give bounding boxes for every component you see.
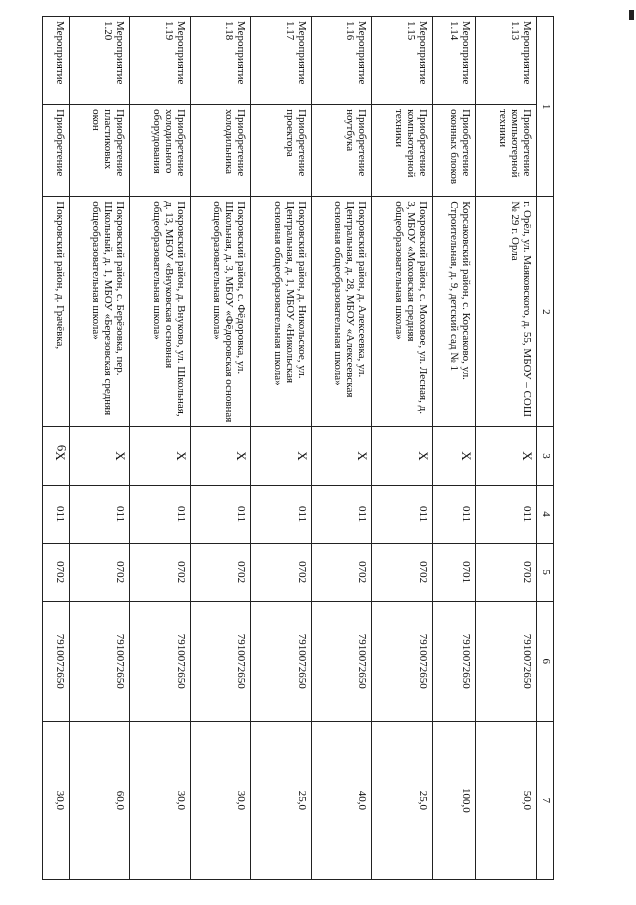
code-cell: 011 [190,485,251,543]
mark-cell: X [251,427,312,485]
amount-cell: 60,0 [69,721,130,879]
header-row [537,17,554,880]
event-cell: Мероприятие 1.16 [311,17,372,105]
address-cell: Корсаковский район, с. Корсаково, ул. Строительная, д. 9, детский сад № 1 [432,197,476,427]
header-col-6: 6 [537,601,554,721]
code-cell: 011 [311,485,372,543]
target-code-cell: 7910072650 [43,601,70,721]
event-cell: Мероприятие 1.18 [190,17,251,105]
header-col-2: 2 [537,197,554,427]
section-cell: 0702 [372,543,433,601]
header-col-1: 1 [537,17,554,197]
code-cell: 011 [43,485,70,543]
target-code-cell: 7910072650 [311,601,372,721]
code-cell: 011 [476,485,537,543]
header-col-5: 5 [537,543,554,601]
amount-cell: 50,0 [476,721,537,879]
table-row [432,17,476,880]
mark-cell: X [190,427,251,485]
code-cell: 011 [251,485,312,543]
table-row [476,17,537,880]
name-cell: Приобретение [43,105,70,197]
address-cell: г. Орёл, ул. Маяковского, д. 55, МБОУ – СОШ № 29 г. Орла [476,197,537,427]
table-row [130,17,191,880]
table-row [372,17,433,880]
name-cell: Приобретение компьютерной техники [476,105,537,197]
amount-cell: 100,0 [432,721,476,879]
event-cell: Мероприятие 1.14 [432,17,476,105]
address-cell: Покровский район, д. Грачёвка, [43,197,70,427]
amount-cell: 30,0 [130,721,191,879]
mark-cell: X [69,427,130,485]
section-cell: 0702 [69,543,130,601]
name-cell: Приобретение пластиковых окон [69,105,130,197]
header-col-4: 4 [537,485,554,543]
name-cell: Приобретение холодильника [190,105,251,197]
target-code-cell: 7910072650 [432,601,476,721]
mark-cell: X [311,427,372,485]
event-cell: Мероприятие [43,17,70,105]
name-cell: Приобретение оконных блоков [432,105,476,197]
target-code-cell: 7910072650 [251,601,312,721]
code-cell: 011 [69,485,130,543]
table-row [251,17,312,880]
target-code-cell: 7910072650 [372,601,433,721]
mark-cell: X [130,427,191,485]
event-cell: Мероприятие 1.20 [69,17,130,105]
mark-cell: X [372,427,433,485]
code-cell: 011 [432,485,476,543]
table-row [190,17,251,880]
address-cell: Покровский район, с. Моховое, ул. Лесная, д. 3, МБОУ «Моховская средняя общеобразовательная школа» [372,197,433,427]
amount-cell: 30,0 [43,721,70,879]
address-cell: Покровский район, с. Фёдоровка, ул. Школьная, д. 3, МБОУ «Фёдоровская основная общеобразовательная школа» [190,197,251,427]
address-cell: Покровский район, д. Внуково, ул. Школьная, д. 13, МБОУ «Внуковская основная общеобразовательная школа» [130,197,191,427]
target-code-cell: 7910072650 [130,601,191,721]
section-cell: 0702 [43,543,70,601]
mark-cell: X [432,427,476,485]
event-cell: Мероприятие 1.13 [476,17,537,105]
amount-cell: 40,0 [311,721,372,879]
event-cell: Мероприятие 1.15 [372,17,433,105]
code-cell: 011 [130,485,191,543]
address-cell: Покровский район, д. Алексеевка, ул. Центральная, д. 28, МБОУ «Алексеевская основная общеобразовательная школа» [311,197,372,427]
table-row [311,17,372,880]
header-col-7: 7 [537,721,554,879]
event-cell: Мероприятие 1.19 [130,17,191,105]
target-code-cell: 7910072650 [69,601,130,721]
page-number: 6 [54,444,70,452]
address-cell: Покровский район, с. Берёзовка, пер. Школьный, д. 1, МБОУ «Березовская средняя общеобразовательная школа» [69,197,130,427]
name-cell: Приобретение проектора [251,105,312,197]
section-cell: 0702 [251,543,312,601]
amount-cell: 25,0 [251,721,312,879]
table-row [43,17,70,880]
section-cell: 0701 [432,543,476,601]
table-row [69,17,130,880]
section-cell: 0702 [476,543,537,601]
amount-cell: 25,0 [372,721,433,879]
amount-cell: 30,0 [190,721,251,879]
target-code-cell: 7910072650 [476,601,537,721]
name-cell: Приобретение компьютерной техники [372,105,433,197]
mark-cell: X [43,427,70,485]
section-cell: 0702 [311,543,372,601]
mark-cell: X [476,427,537,485]
section-cell: 0702 [130,543,191,601]
name-cell: Приобретение холодильного оборудования [130,105,191,197]
address-cell: Покровский район, д. Никольское, ул. Центральная, д. 1, МБОУ «Никольская основная общеобразовательная школа» [251,197,312,427]
code-cell: 011 [372,485,433,543]
name-cell: Приобретение ноутбука [311,105,372,197]
target-code-cell: 7910072650 [190,601,251,721]
budget-table [42,16,554,880]
header-col-3: 3 [537,427,554,485]
event-cell: Мероприятие 1.17 [251,17,312,105]
section-cell: 0702 [190,543,251,601]
